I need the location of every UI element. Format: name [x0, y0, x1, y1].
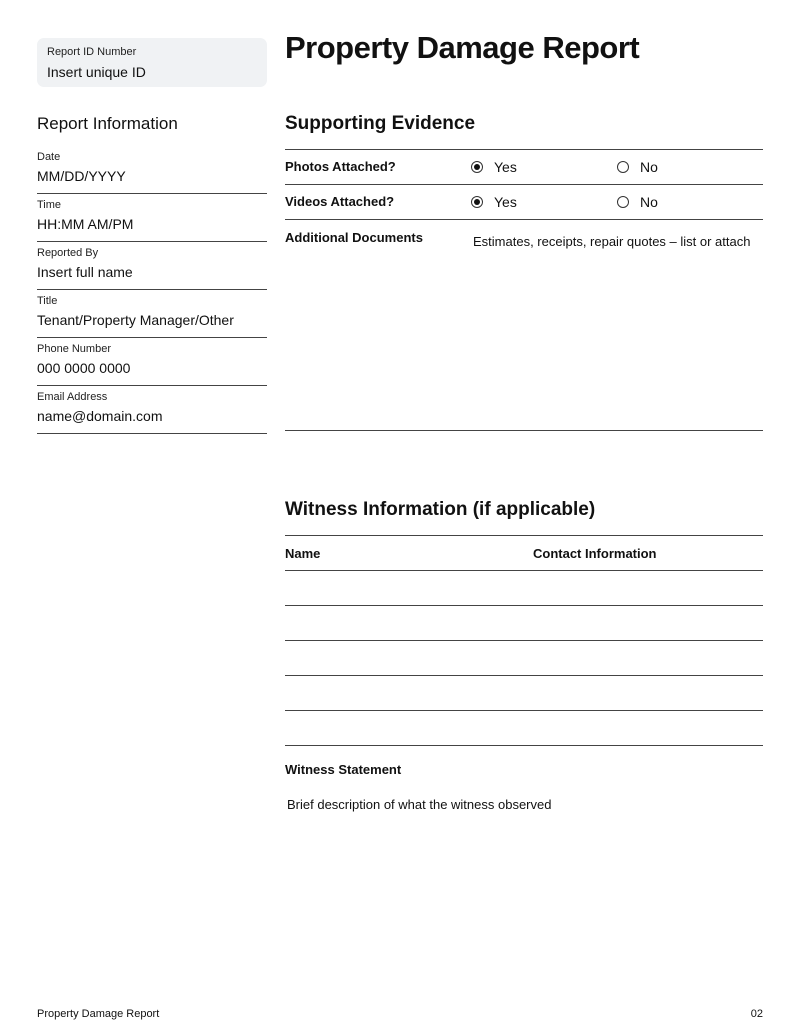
additional-documents-row[interactable]: [285, 220, 763, 431]
reported-by-label: Reported By: [37, 247, 99, 259]
table-row[interactable]: [285, 571, 763, 606]
radio-selected-icon[interactable]: [471, 196, 483, 208]
photos-row: [285, 150, 763, 185]
additional-documents-label: Additional Documents: [285, 230, 423, 245]
email-address-value[interactable]: name@domain.com: [37, 408, 163, 424]
title-field[interactable]: [37, 290, 267, 338]
report-information-fields: [37, 146, 267, 434]
report-id-label: Report ID Number: [47, 46, 137, 58]
reported-by-value[interactable]: Insert full name: [37, 264, 133, 280]
date-field[interactable]: [37, 146, 267, 194]
title-value[interactable]: Tenant/Property Manager/Other: [37, 312, 234, 328]
date-label: Date: [37, 151, 61, 163]
photos-yes-option[interactable]: [471, 159, 517, 175]
table-row[interactable]: [285, 641, 763, 676]
report-information-title: Report Information: [37, 114, 178, 133]
videos-row: [285, 185, 763, 220]
radio-empty-icon[interactable]: [617, 161, 629, 173]
time-field[interactable]: [37, 194, 267, 242]
photos-no-label: No: [640, 159, 658, 175]
videos-question: Videos Attached?: [285, 194, 395, 209]
time-label: Time: [37, 199, 62, 211]
time-value[interactable]: HH:MM AM/PM: [37, 216, 134, 232]
witness-information-title: Witness Information (if applicable): [285, 499, 596, 520]
page-title: Property Damage Report: [285, 30, 640, 65]
videos-yes-option[interactable]: [471, 194, 517, 210]
witness-table-header: [285, 536, 763, 571]
phone-number-value[interactable]: 000 0000 0000: [37, 360, 131, 376]
contact-information-column-header: Contact Information: [533, 546, 657, 561]
photos-question: Photos Attached?: [285, 159, 396, 174]
email-address-field[interactable]: [37, 386, 267, 434]
radio-selected-icon[interactable]: [471, 161, 483, 173]
additional-documents-value[interactable]: Estimates, receipts, repair quotes – list or attach: [473, 234, 751, 249]
date-value[interactable]: MM/DD/YYYY: [37, 168, 126, 184]
witness-statement-value[interactable]: Brief description of what the witness observed: [287, 797, 552, 812]
report-id-card[interactable]: [37, 38, 267, 87]
witness-table: [285, 535, 763, 746]
reported-by-field[interactable]: [37, 242, 267, 290]
title-label: Title: [37, 295, 58, 307]
page-number: 02: [750, 1008, 763, 1020]
witness-statement-label: Witness Statement: [285, 762, 402, 777]
supporting-evidence-table: [285, 149, 763, 431]
email-address-label: Email Address: [37, 391, 108, 403]
supporting-evidence-title: Supporting Evidence: [285, 113, 476, 134]
radio-empty-icon[interactable]: [617, 196, 629, 208]
report-id-value[interactable]: Insert unique ID: [47, 64, 146, 80]
table-row[interactable]: [285, 676, 763, 711]
phone-number-field[interactable]: [37, 338, 267, 386]
footer-title: Property Damage Report: [37, 1008, 160, 1020]
table-row[interactable]: [285, 606, 763, 641]
photos-no-option[interactable]: [617, 159, 658, 175]
phone-number-label: Phone Number: [37, 343, 111, 355]
photos-yes-label: Yes: [494, 159, 517, 175]
table-row[interactable]: [285, 711, 763, 746]
name-column-header: Name: [285, 546, 321, 561]
videos-no-label: No: [640, 194, 658, 210]
videos-no-option[interactable]: [617, 194, 658, 210]
videos-yes-label: Yes: [494, 194, 517, 210]
